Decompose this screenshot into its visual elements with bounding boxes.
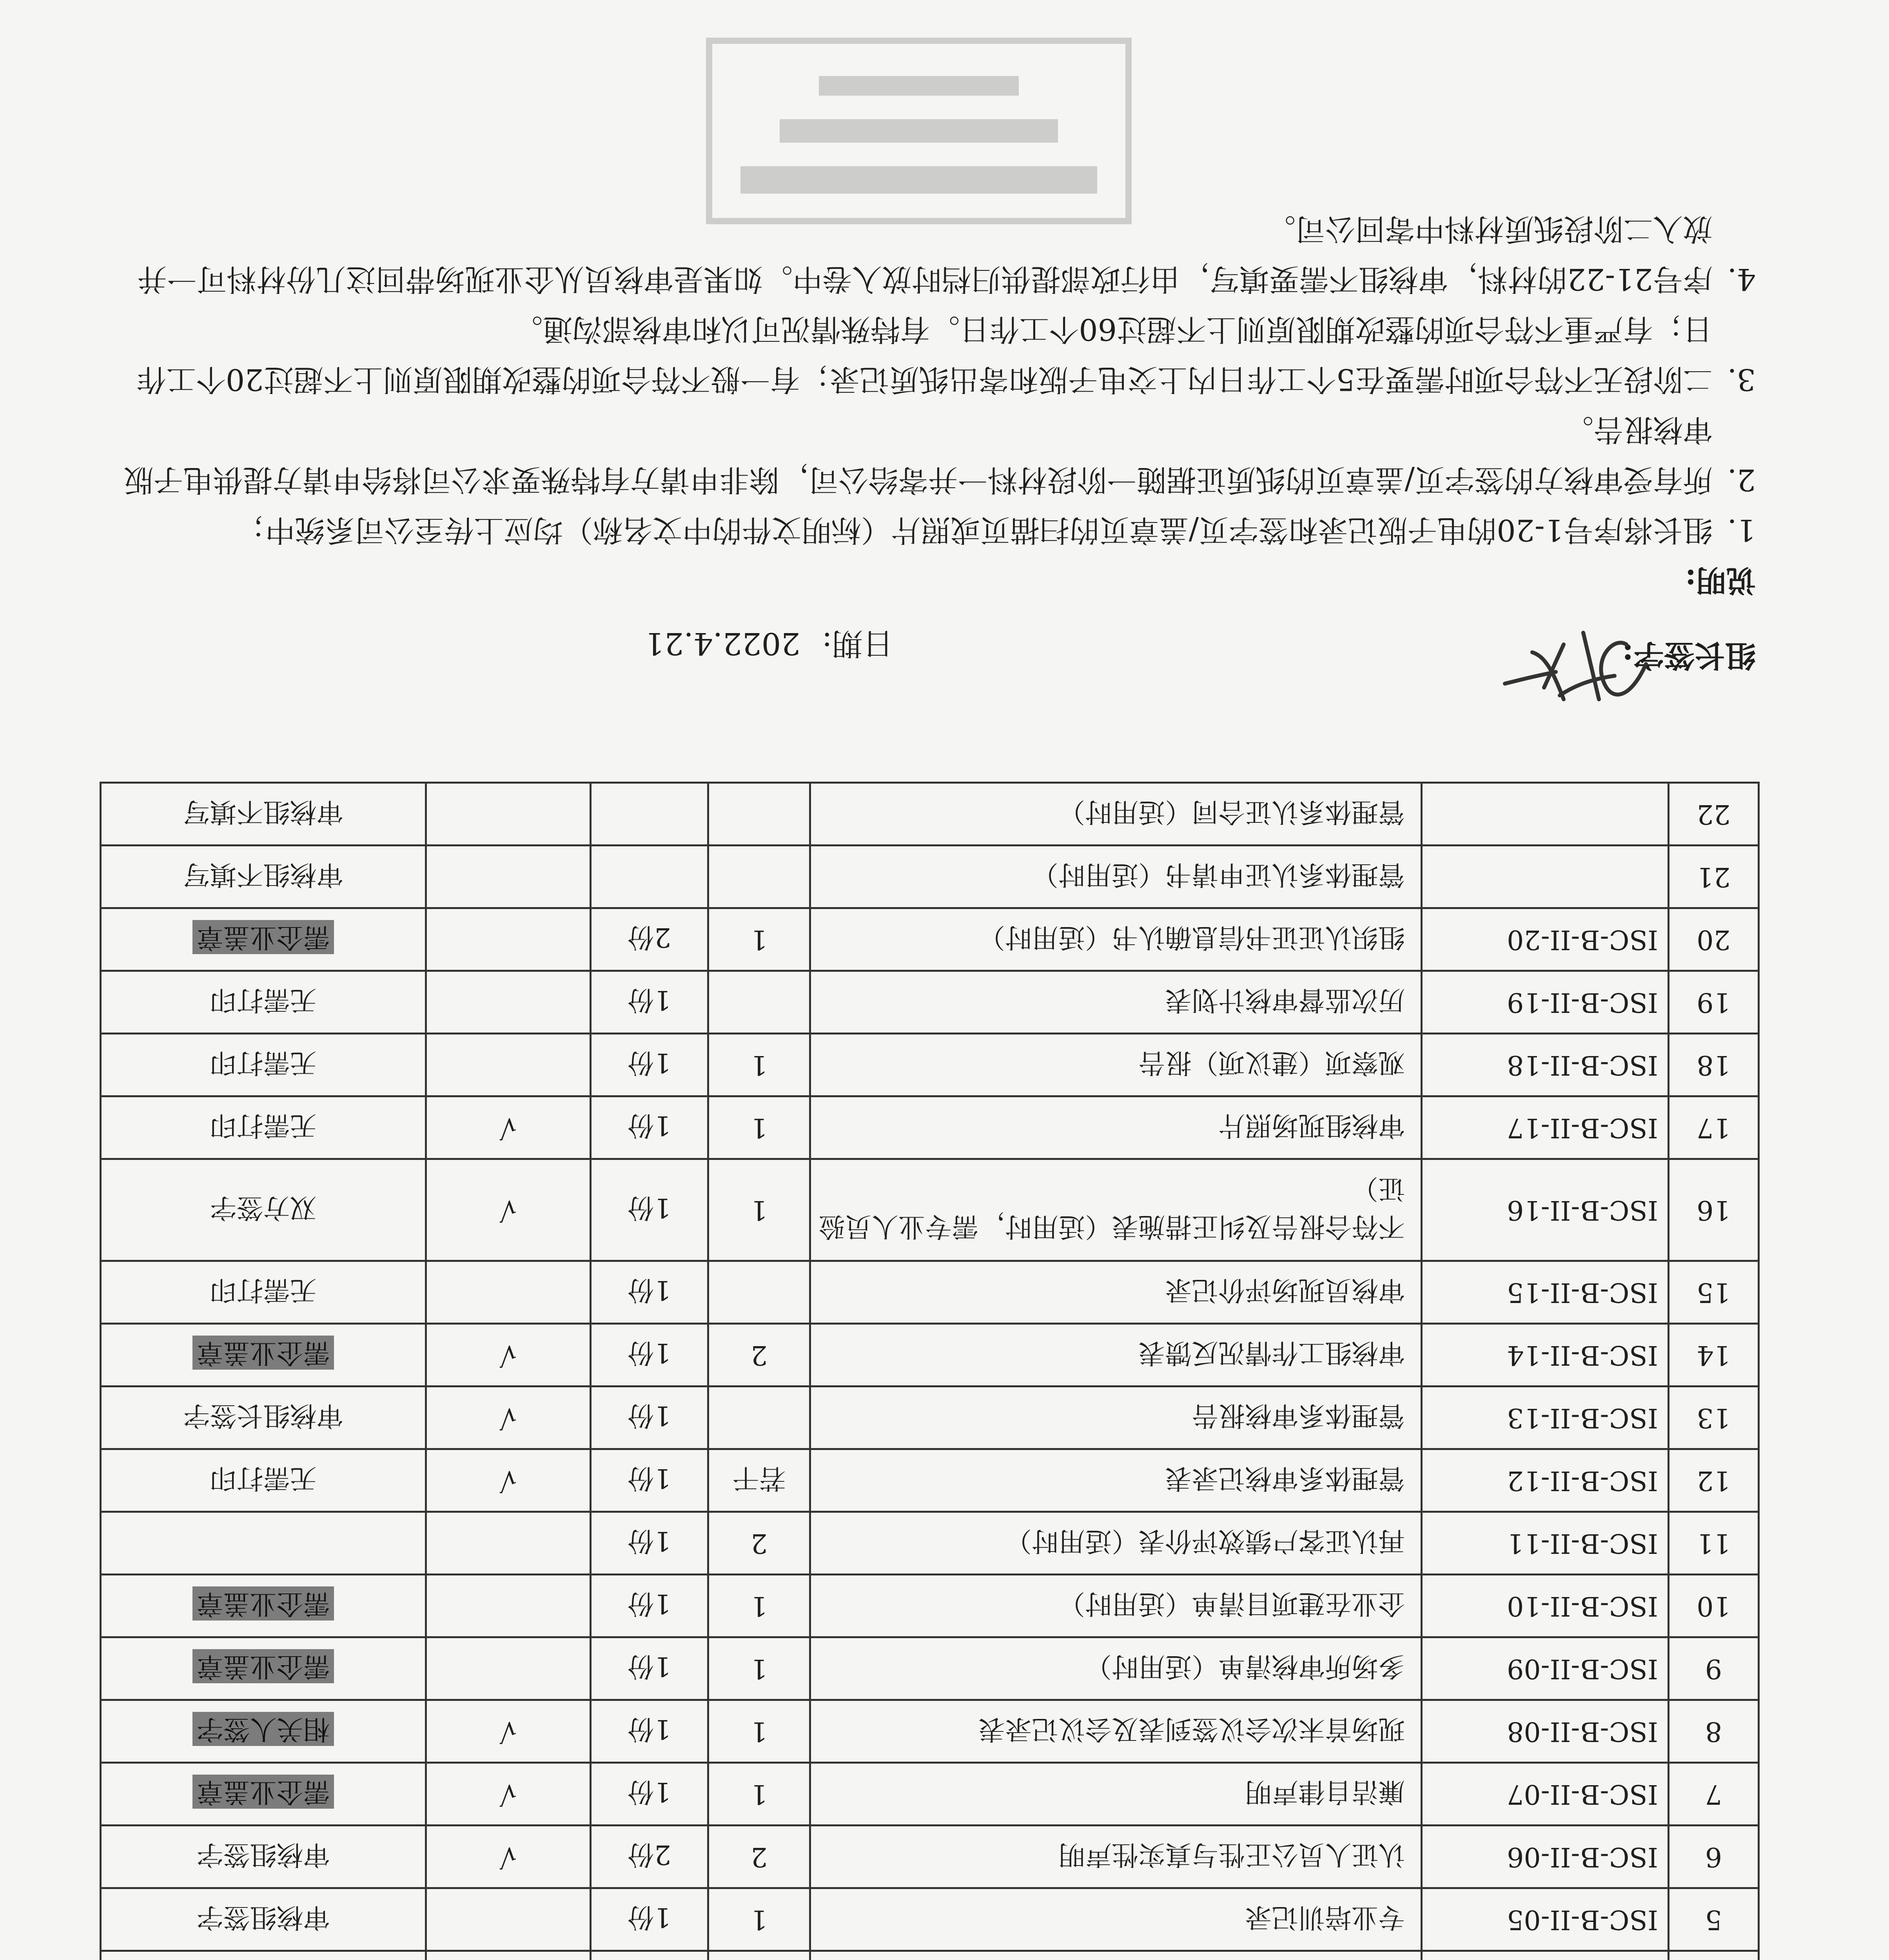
- note-number: 1.: [1727, 513, 1756, 548]
- cell-return-status: [426, 1951, 591, 1960]
- cell-due-text: 1份: [627, 1713, 671, 1744]
- cell-file-code: [1422, 1888, 1669, 1951]
- cell-seq-text: 22: [1697, 799, 1731, 829]
- cell-pages: [708, 1637, 810, 1700]
- cell-file-name-text: 组织认证证书信息确认书（适用时）: [978, 922, 1405, 953]
- cell-remark: [101, 1575, 426, 1637]
- cell-file-name: [810, 1096, 1422, 1159]
- cell-file-code-text: ISC-B-II-19: [1507, 987, 1658, 1018]
- cell-return-status: [426, 1826, 591, 1888]
- handover-table: [100, 782, 1760, 1960]
- cell-remark-text: 审核组长签字: [183, 1400, 343, 1431]
- table-row: [101, 1034, 1759, 1096]
- cell-file-name: [810, 1512, 1422, 1575]
- cell-file-code-text: ISC-B-II-15: [1507, 1277, 1658, 1308]
- cell-remark: [101, 1512, 426, 1575]
- table-row: [101, 1888, 1759, 1951]
- cell-due: [591, 908, 708, 971]
- cell-pages: [708, 1575, 810, 1637]
- cell-due: [591, 783, 708, 846]
- cell-pages: [708, 1951, 810, 1960]
- cell-file-code: [1422, 1951, 1669, 1960]
- cell-return-status: [426, 1034, 591, 1096]
- cell-file-code-text: ISC-B-II-12: [1507, 1465, 1658, 1496]
- cell-pages: [708, 1763, 810, 1826]
- cell-seq-text: 17: [1697, 1112, 1731, 1143]
- cell-seq-text: 20: [1697, 924, 1731, 955]
- note-item: [109, 505, 1756, 555]
- cell-return-status: [426, 971, 591, 1034]
- table-row: [101, 1387, 1759, 1449]
- cell-seq: [1669, 1700, 1759, 1763]
- note-number: 2.: [1727, 463, 1756, 497]
- cell-file-name: [810, 1159, 1422, 1261]
- cell-remark: [101, 1261, 426, 1324]
- cell-return-status: [426, 1700, 591, 1763]
- cell-seq-text: 10: [1697, 1590, 1731, 1621]
- cell-file-code-text: ISC-B-II-16: [1507, 1194, 1658, 1225]
- cell-remark: [101, 1159, 426, 1261]
- cell-file-code-text: ISC-B-II-07: [1507, 1779, 1658, 1809]
- cell-remark-text: 无需打印: [210, 984, 317, 1015]
- cell-file-name: [810, 1387, 1422, 1449]
- cell-file-code: [1422, 1763, 1669, 1826]
- cell-file-code-text: ISC-B-II-18: [1507, 1049, 1658, 1080]
- cell-file-name-text: 现场首末次会议签到表及会议记录表: [978, 1713, 1405, 1744]
- cell-due: [591, 1324, 708, 1387]
- cell-seq: [1669, 1512, 1759, 1575]
- cell-seq-text: 19: [1697, 987, 1731, 1018]
- cell-remark: [101, 1763, 426, 1826]
- table-row: [101, 1512, 1759, 1575]
- table-row: [101, 1449, 1759, 1512]
- cell-seq: [1669, 1324, 1759, 1387]
- bleed-through-stamp: [693, 29, 1144, 233]
- cell-file-code-text: ISC-B-II-06: [1507, 1841, 1658, 1872]
- table-row: [101, 1324, 1759, 1387]
- cell-file-name: [810, 1637, 1422, 1700]
- note-item: [109, 405, 1756, 505]
- cell-remark-text: 需企业盖章: [193, 1586, 334, 1621]
- cell-file-name-text: 管理体系认证申请书（适用时）: [1031, 859, 1405, 890]
- cell-due: [591, 1159, 708, 1261]
- note-number: 4.: [1727, 262, 1756, 297]
- cell-file-code: [1422, 1826, 1669, 1888]
- cell-remark: [101, 783, 426, 846]
- cell-return-status-text: √: [499, 1465, 517, 1496]
- cell-due: [591, 1951, 708, 1960]
- cell-file-name-text: 专业培训记录: [1245, 1902, 1405, 1933]
- cell-due: [591, 1888, 708, 1951]
- cell-file-name: [810, 846, 1422, 908]
- cell-file-name-text: 再认证客户绩效评价表（适用时）: [1005, 1525, 1405, 1556]
- cell-remark: [101, 1324, 426, 1387]
- cell-file-code: [1422, 1700, 1669, 1763]
- cell-seq-text: 7: [1705, 1779, 1722, 1809]
- cell-return-status: [426, 1449, 591, 1512]
- cell-file-name-text: 管理体系审核记录表: [1165, 1463, 1405, 1494]
- cell-seq: [1669, 908, 1759, 971]
- table-body: [101, 783, 1759, 1960]
- notes-list: [109, 204, 1756, 555]
- cell-remark-text: 无需打印: [210, 1047, 317, 1078]
- cell-pages-text: 1: [750, 1653, 768, 1684]
- cell-due-text: 1份: [627, 1902, 671, 1933]
- cell-file-name: [810, 908, 1422, 971]
- cell-return-status: [426, 1888, 591, 1951]
- note-text: 二阶段无不符合项时需要在5个工作日内上交电子版和寄出纸质记录；有一般不符合项的整改期限原则上不超过20个工作日；有严重不符合项的整改期限原则上不超过60个工作日。有特殊情况可以和审核部沟通。: [136, 312, 1713, 397]
- cell-return-status: [426, 1763, 591, 1826]
- cell-seq: [1669, 1034, 1759, 1096]
- cell-remark-text: 无需打印: [210, 1110, 317, 1141]
- cell-pages: [708, 1700, 810, 1763]
- cell-file-code: [1422, 783, 1669, 846]
- cell-return-status: [426, 1159, 591, 1261]
- table-row: [101, 846, 1759, 908]
- cell-pages: [708, 783, 810, 846]
- cell-file-name: [810, 1763, 1422, 1826]
- cell-file-name: [810, 1324, 1422, 1387]
- cell-file-code: [1422, 1096, 1669, 1159]
- table-row: [101, 971, 1759, 1034]
- cell-remark-text: 无需打印: [210, 1463, 317, 1494]
- cell-seq: [1669, 1096, 1759, 1159]
- cell-due: [591, 1449, 708, 1512]
- cell-file-code-text: ISC-B-II-17: [1507, 1112, 1658, 1143]
- cell-remark-text: 审核组不填写: [183, 796, 343, 827]
- cell-file-name: [810, 1449, 1422, 1512]
- cell-remark: [101, 1096, 426, 1159]
- cell-due: [591, 1826, 708, 1888]
- cell-seq-text: 8: [1705, 1716, 1722, 1747]
- cell-remark: [101, 1637, 426, 1700]
- cell-seq: [1669, 1888, 1759, 1951]
- cell-file-code: [1422, 846, 1669, 908]
- cell-seq: [1669, 1575, 1759, 1637]
- cell-file-code: [1422, 1449, 1669, 1512]
- cell-seq-text: 5: [1705, 1904, 1722, 1935]
- cell-return-status-text: √: [499, 1112, 517, 1143]
- cell-pages-text: 若干: [732, 1463, 786, 1494]
- cell-return-status: [426, 1261, 591, 1324]
- cell-file-code: [1422, 1159, 1669, 1261]
- cell-return-status: [426, 783, 591, 846]
- cell-due-text: 1份: [627, 984, 671, 1015]
- cell-file-code: [1422, 1261, 1669, 1324]
- cell-file-name: [810, 1888, 1422, 1951]
- cell-remark-text: 审核组不填写: [183, 859, 343, 890]
- cell-due: [591, 971, 708, 1034]
- cell-return-status: [426, 1387, 591, 1449]
- cell-file-name: [810, 1261, 1422, 1324]
- cell-due: [591, 846, 708, 908]
- cell-return-status: [426, 846, 591, 908]
- cell-pages: [708, 1159, 810, 1261]
- cell-file-code-text: ISC-B-II-08: [1507, 1716, 1658, 1747]
- cell-pages: [708, 1324, 810, 1387]
- cell-return-status-text: √: [499, 1339, 517, 1370]
- table-row: [101, 1261, 1759, 1324]
- cell-file-name-text: 审核员现场评价记录: [1165, 1274, 1405, 1305]
- cell-file-code-text: ISC-B-II-05: [1507, 1904, 1658, 1935]
- cell-due-text: 1份: [627, 1047, 671, 1078]
- cell-pages: [708, 1888, 810, 1951]
- leader-signature-label: 组长签字:: [1622, 637, 1756, 673]
- cell-remark-text: 需企业盖章: [193, 1775, 334, 1809]
- cell-remark: [101, 1826, 426, 1888]
- cell-pages: [708, 1512, 810, 1575]
- cell-due: [591, 1034, 708, 1096]
- cell-remark-text: 需企业盖章: [193, 1336, 334, 1370]
- cell-remark-text: 需企业盖章: [193, 1649, 334, 1683]
- cell-due-text: 1份: [627, 1776, 671, 1807]
- cell-file-code: [1422, 1637, 1669, 1700]
- cell-seq: [1669, 1449, 1759, 1512]
- cell-due-text: 1份: [627, 1400, 671, 1431]
- cell-due: [591, 1637, 708, 1700]
- note-text: 序号21-22的材料，审核组不需要填写，由行政部提供归档时放入卷中。如果是审核员从企业现场带回这几份材料可一并放入二阶段纸质材料中寄回公司。: [137, 212, 1713, 297]
- cell-file-name: [810, 1575, 1422, 1637]
- cell-return-status: [426, 1324, 591, 1387]
- cell-file-name-text: 审核组工作情况反馈表: [1138, 1337, 1405, 1368]
- cell-remark: [101, 971, 426, 1034]
- table-row: [101, 908, 1759, 971]
- cell-return-status: [426, 1512, 591, 1575]
- cell-remark: [101, 1700, 426, 1763]
- cell-remark-text: 无需打印: [210, 1274, 317, 1305]
- table-row: [101, 1826, 1759, 1888]
- cell-file-name: [810, 971, 1422, 1034]
- table-row: [101, 1575, 1759, 1637]
- table-row: [101, 1700, 1759, 1763]
- date-row: [645, 624, 893, 668]
- cell-pages: [708, 1826, 810, 1888]
- cell-file-code-text: ISC-B-II-13: [1507, 1402, 1658, 1433]
- cell-due: [591, 1512, 708, 1575]
- cell-seq: [1669, 846, 1759, 908]
- cell-seq: [1669, 1826, 1759, 1888]
- cell-return-status: [426, 1575, 591, 1637]
- cell-file-code: [1422, 971, 1669, 1034]
- cell-seq-text: 16: [1697, 1194, 1731, 1225]
- cell-return-status: [426, 1637, 591, 1700]
- cell-pages-text: 2: [750, 1339, 768, 1370]
- cell-return-status: [426, 1096, 591, 1159]
- cell-return-status-text: √: [499, 1779, 517, 1809]
- cell-file-code: [1422, 908, 1669, 971]
- cell-file-name: [810, 783, 1422, 846]
- cell-remark: [101, 908, 426, 971]
- cell-due-text: 2份: [627, 1839, 671, 1870]
- cell-file-code: [1422, 1034, 1669, 1096]
- cell-seq: [1669, 1261, 1759, 1324]
- cell-remark-text: 审核组签字: [196, 1839, 330, 1870]
- cell-seq: [1669, 783, 1759, 846]
- cell-return-status-text: √: [499, 1402, 517, 1433]
- cell-pages: [708, 908, 810, 971]
- note-number: 3.: [1727, 362, 1756, 397]
- cell-pages-text: 1: [750, 1590, 768, 1621]
- cell-remark-text: 相关人签字: [193, 1712, 334, 1746]
- cell-file-code-text: ISC-B-II-14: [1507, 1339, 1658, 1370]
- cell-seq: [1669, 1951, 1759, 1960]
- table-row: [101, 1951, 1759, 1960]
- cell-return-status-text: √: [499, 1194, 517, 1225]
- cell-file-name-text: 企业在建项目清单（适用时）: [1058, 1588, 1405, 1619]
- table-row: [101, 1763, 1759, 1826]
- cell-pages: [708, 1261, 810, 1324]
- cell-pages-text: 1: [750, 1904, 768, 1935]
- cell-seq: [1669, 1637, 1759, 1700]
- cell-file-name-text: 观察项（建议项）报告: [1138, 1047, 1405, 1078]
- cell-seq-text: 13: [1697, 1402, 1731, 1433]
- cell-return-status: [426, 908, 591, 971]
- cell-pages-text: 2: [750, 1528, 768, 1559]
- cell-file-code: [1422, 1324, 1669, 1387]
- note-text: 组长将序号1-20的电子版记录和签字页/盖章页的扫描页或照片（标明文件的中文名称）均应上传至公司系统中；: [235, 513, 1713, 548]
- cell-seq-text: 18: [1697, 1049, 1731, 1080]
- cell-file-code-text: ISC-B-II-11: [1507, 1528, 1658, 1559]
- date-value: 2022.4.21: [644, 626, 800, 661]
- cell-pages: [708, 1387, 810, 1449]
- cell-due: [591, 1763, 708, 1826]
- cell-remark: [101, 1034, 426, 1096]
- cell-file-name-text: 廉洁自律声明: [1245, 1776, 1405, 1807]
- cell-pages-text: 1: [750, 1779, 768, 1809]
- cell-remark: [101, 846, 426, 908]
- cell-file-name-text: 不符合报告及纠正措施表（适用时，需专业人员验证）: [818, 1173, 1405, 1242]
- cell-due-text: 1份: [627, 1110, 671, 1141]
- notes-section: [109, 204, 1756, 605]
- cell-due-text: 1份: [627, 1463, 671, 1494]
- cell-due: [591, 1261, 708, 1324]
- cell-seq-text: 14: [1697, 1339, 1731, 1370]
- cell-seq-text: 9: [1705, 1653, 1722, 1684]
- cell-pages-text: 1: [750, 924, 768, 955]
- table-row: [101, 1637, 1759, 1700]
- cell-file-code-text: ISC-B-II-09: [1507, 1653, 1658, 1684]
- cell-pages: [708, 971, 810, 1034]
- cell-seq: [1669, 971, 1759, 1034]
- cell-file-name: [810, 1034, 1422, 1096]
- cell-pages-text: 1: [750, 1716, 768, 1747]
- cell-due-text: 1份: [627, 1337, 671, 1368]
- cell-due-text: 2份: [627, 922, 671, 953]
- cell-file-name-text: 多场所审核清单（适用时）: [1085, 1651, 1405, 1682]
- cell-seq-text: 6: [1705, 1841, 1722, 1872]
- cell-seq: [1669, 1159, 1759, 1261]
- cell-file-code: [1422, 1575, 1669, 1637]
- cell-remark: [101, 1449, 426, 1512]
- cell-seq: [1669, 1387, 1759, 1449]
- cell-due-text: 1份: [627, 1525, 671, 1556]
- cell-remark-text: 审核组签字: [196, 1902, 330, 1933]
- table-row: [101, 1159, 1759, 1261]
- table-row: [101, 783, 1759, 846]
- cell-file-code: [1422, 1387, 1669, 1449]
- cell-pages-text: 1: [750, 1049, 768, 1080]
- cell-return-status-text: √: [499, 1716, 517, 1747]
- cell-due: [591, 1700, 708, 1763]
- cell-pages: [708, 1449, 810, 1512]
- cell-pages: [708, 1034, 810, 1096]
- notes-title: 说明:: [1685, 563, 1756, 598]
- cell-remark-text: 双方签字: [210, 1192, 317, 1223]
- cell-file-code-text: ISC-B-II-10: [1507, 1590, 1658, 1621]
- cell-due: [591, 1096, 708, 1159]
- cell-file-name-text: 管理体系认证合同（适用时）: [1058, 796, 1405, 827]
- cell-due-text: 1份: [627, 1274, 671, 1305]
- cell-seq: [1669, 1763, 1759, 1826]
- cell-seq-text: 15: [1697, 1277, 1731, 1308]
- cell-remark: [101, 1888, 426, 1951]
- cell-file-name-text: 认证人员公正性与真实性声明: [1058, 1839, 1405, 1870]
- cell-file-name-text: 历次监督审核计划表: [1165, 984, 1405, 1015]
- cell-remark: [101, 1387, 426, 1449]
- cell-seq-text: 11: [1697, 1528, 1731, 1559]
- cell-seq-text: 21: [1697, 861, 1731, 892]
- note-item: [109, 304, 1756, 405]
- cell-file-name: [810, 1951, 1422, 1960]
- table-row: [101, 1096, 1759, 1159]
- cell-file-name-text: 审核组现场照片: [1218, 1110, 1405, 1141]
- cell-file-name: [810, 1826, 1422, 1888]
- cell-due: [591, 1575, 708, 1637]
- cell-pages-text: 1: [750, 1194, 768, 1225]
- cell-pages-text: 2: [750, 1841, 768, 1872]
- cell-return-status-text: √: [499, 1841, 517, 1872]
- cell-pages: [708, 1096, 810, 1159]
- note-text: 所有受审核方的签字页/盖章页的纸质证据随一阶段材料一并寄给公司，除非申请方有特殊要求公司将给申请方提供电子版审核报告。: [123, 412, 1713, 497]
- leader-signature-image: [1497, 621, 1662, 723]
- cell-due: [591, 1387, 708, 1449]
- cell-due-text: 1份: [627, 1588, 671, 1619]
- cell-file-code-text: ISC-B-II-20: [1507, 924, 1658, 955]
- cell-remark-text: 需企业盖章: [193, 920, 334, 954]
- cell-due-text: 1份: [627, 1192, 671, 1223]
- date-label: 日期:: [822, 626, 893, 661]
- cell-seq-text: 12: [1697, 1465, 1731, 1496]
- cell-due-text: 1份: [627, 1651, 671, 1682]
- cell-file-name: [810, 1700, 1422, 1763]
- cell-remark: [101, 1951, 426, 1960]
- cell-file-name-text: 管理体系审核报告: [1191, 1400, 1405, 1431]
- cell-pages-text: 1: [750, 1112, 768, 1143]
- cell-file-code: [1422, 1512, 1669, 1575]
- cell-pages: [708, 846, 810, 908]
